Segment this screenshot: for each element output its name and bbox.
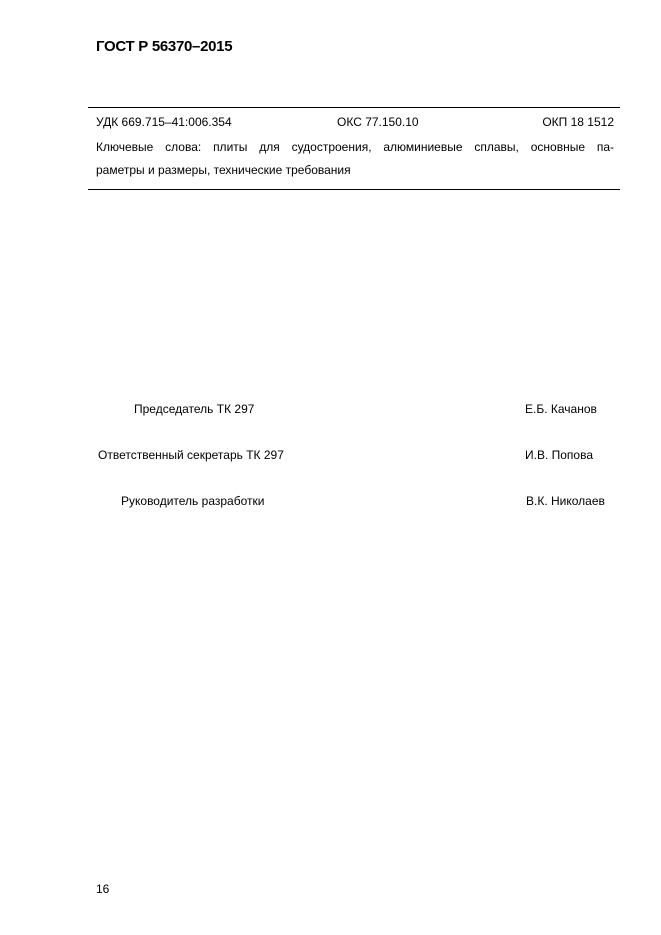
oks-code: ОКС 77.150.10 [337, 115, 419, 129]
keywords-line-2: раметры и размеры, технические требования [96, 163, 351, 177]
page-number: 16 [96, 882, 110, 896]
signature-name-lead-developer: В.К. Николаев [526, 494, 605, 508]
signature-role-lead-developer: Руководитель разработки [121, 494, 265, 508]
signature-name-chairman: Е.Б. Качанов [525, 402, 597, 416]
keywords-paragraph [96, 136, 614, 182]
classification-codes [96, 115, 614, 131]
signature-role-secretary: Ответственный секретарь ТК 297 [98, 448, 284, 462]
signature-name-secretary: И.В. Попова [525, 448, 594, 462]
top-divider [88, 107, 620, 108]
udc-code: УДК 669.715–41:006.354 [96, 115, 232, 129]
document-standard-code: ГОСТ Р 56370–2015 [96, 38, 233, 55]
signature-role-chairman: Председатель ТК 297 [134, 402, 255, 416]
bottom-divider [88, 189, 620, 190]
keywords-line-1: Ключевые слова: плиты для судостроения, алюминиевые сплавы, основные па- [96, 140, 614, 154]
okp-code: ОКП 18 1512 [542, 115, 614, 129]
